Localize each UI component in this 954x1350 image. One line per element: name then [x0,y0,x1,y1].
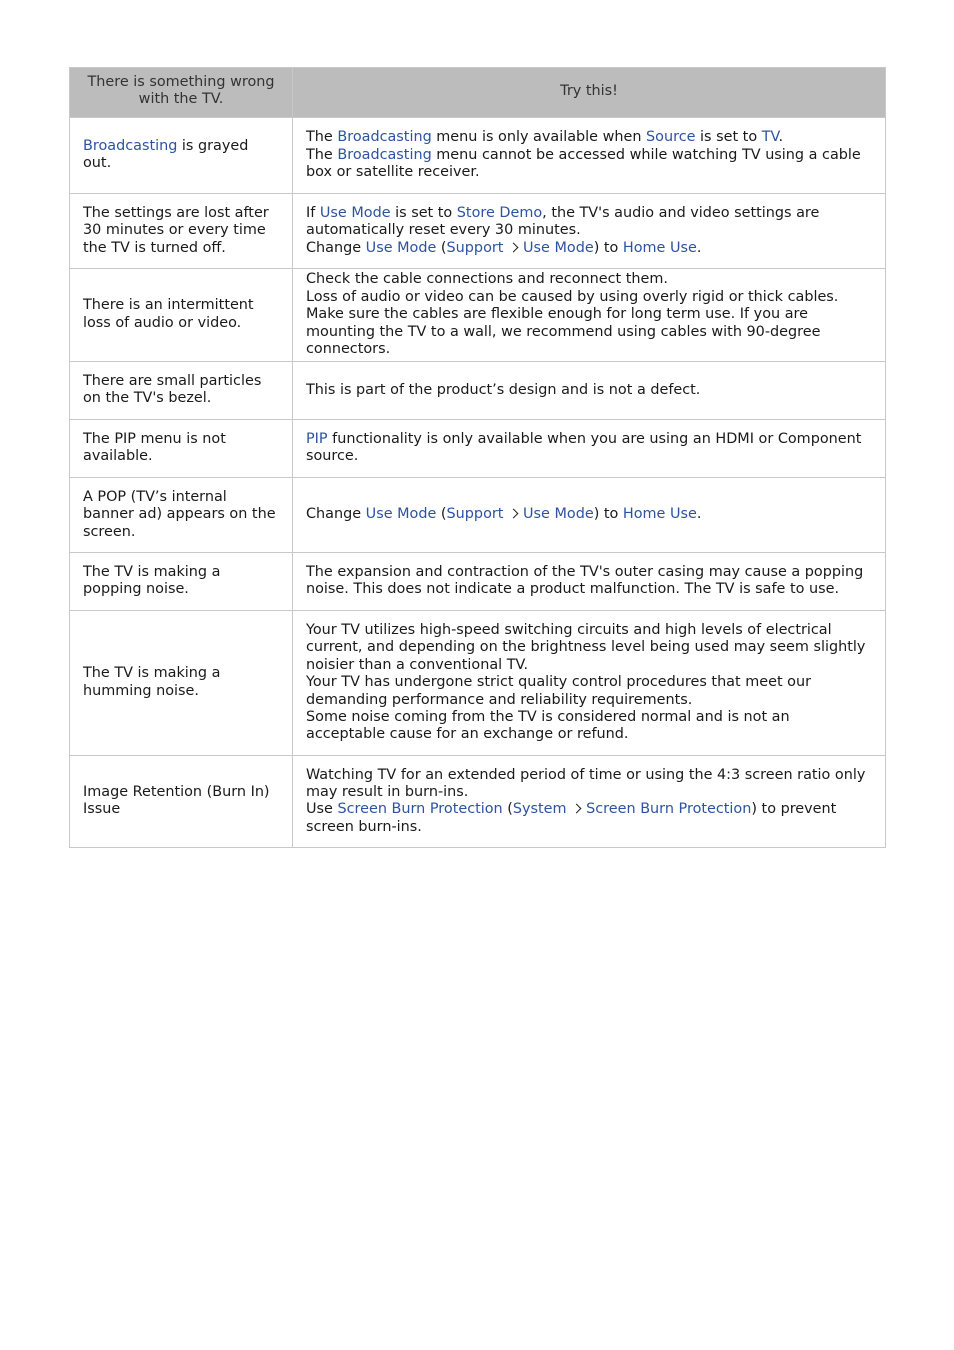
table-row [70,552,886,610]
solution-line: If Use Mode is set to Store Demo, the TV's audio and video settings are automatically reset every 30 minutes. [306,204,820,239]
menu-keyword: Home Use [622,506,697,523]
solution-cell [293,610,886,755]
menu-keyword: Use Mode [365,239,437,256]
table-row [70,268,886,361]
table-row [70,419,886,477]
menu-keyword: PIP [306,430,328,447]
chevron-right-icon [572,804,582,814]
menu-keyword: System [512,801,567,818]
problem-cell: There are small particles on the TV's bezel. [70,361,293,419]
solution-line: Watching TV for an extended period of time or using the 4:3 screen ratio only may result in burn-ins. [306,766,866,800]
menu-keyword: Use Mode [523,239,594,256]
problem-cell: The TV is making a popping noise. [70,552,293,610]
header-problem: There is something wrong with the TV. [70,68,293,118]
solution-line: Change Use Mode (Support Use Mode) to Home Use. [306,506,702,523]
menu-keyword: Screen Burn Protection [586,801,752,818]
solution-line: Use Screen Burn Protection (System Screen Burn Protection) to prevent screen burn-ins. [306,801,837,835]
solution-cell [293,477,886,552]
table-row [70,610,886,755]
solution-cell [293,552,886,610]
menu-keyword: Support [446,239,504,256]
troubleshooting-table [69,67,886,848]
problem-cell: The TV is making a humming noise. [70,610,293,755]
solution-line: The Broadcasting menu cannot be accessed while watching TV using a cable box or satellite receiver. [306,146,861,181]
menu-keyword: Broadcasting [337,146,432,163]
menu-keyword: Store Demo [456,204,543,221]
solution-line: Change Use Mode (Support Use Mode) to Home Use. [306,239,702,256]
menu-keyword: Broadcasting [337,129,432,146]
menu-keyword: Support [446,506,504,523]
solution-line: Check the cable connections and reconnect them. [306,271,668,288]
menu-keyword: Use Mode [319,204,391,221]
solution-line: The expansion and contraction of the TV's outer casing may cause a popping noise. This does not indicate a product malfunction. The TV is safe to use. [306,563,864,598]
solution-cell [293,419,886,477]
solution-cell [293,193,886,268]
menu-keyword: Use Mode [523,506,594,523]
menu-keyword: Use Mode [365,506,437,523]
solution-line: PIP functionality is only available when you are using an HDMI or Component source. [306,430,862,465]
problem-cell: A POP (TV’s internal banner ad) appears on the screen. [70,477,293,552]
table-row [70,477,886,552]
solution-cell [293,755,886,847]
problem-cell: There is an intermittent loss of audio or video. [70,268,293,361]
solution-cell [293,117,886,193]
solution-line: Your TV has undergone strict quality control procedures that meet our demanding performance and reliability requirements. [306,674,812,708]
problem-cell: The settings are lost after 30 minutes or every time the TV is turned off. [70,193,293,268]
menu-keyword: Screen Burn Protection [337,801,503,818]
table-row [70,193,886,268]
table-row [70,361,886,419]
menu-keyword: Home Use [622,239,697,256]
menu-keyword: TV [761,129,779,146]
chevron-right-icon [509,509,519,519]
solution-cell [293,268,886,361]
solution-line: Some noise coming from the TV is considered normal and is not an acceptable cause for an exchange or refund. [306,708,790,743]
chevron-right-icon [509,242,519,252]
solution-line: Your TV utilizes high-speed switching circuits and high levels of electrical current, and depending on the brightness level being used may seem slightly noisier than a conventional TV. [306,621,866,673]
problem-cell: The PIP menu is not available. [70,419,293,477]
table-row [70,755,886,847]
solution-cell [293,361,886,419]
header-solution: Try this! [293,68,886,118]
menu-keyword: Broadcasting [83,137,178,154]
solution-line: This is part of the product’s design and is not a defect. [306,381,701,398]
problem-cell: Broadcasting is grayed out. [70,117,293,193]
menu-keyword: Source [646,129,696,146]
solution-line: Loss of audio or video can be caused by using overly rigid or thick cables. Make sure the cables are flexible enough for long term use. If you are mounting the TV to a wall, we recommend using cables with 90-degree connectors. [306,288,839,357]
table-row [70,117,886,193]
table-header-row [70,68,886,118]
solution-line: The Broadcasting menu is only available when Source is set to TV. [306,129,784,146]
problem-cell: Image Retention (Burn In) Issue [70,755,293,847]
